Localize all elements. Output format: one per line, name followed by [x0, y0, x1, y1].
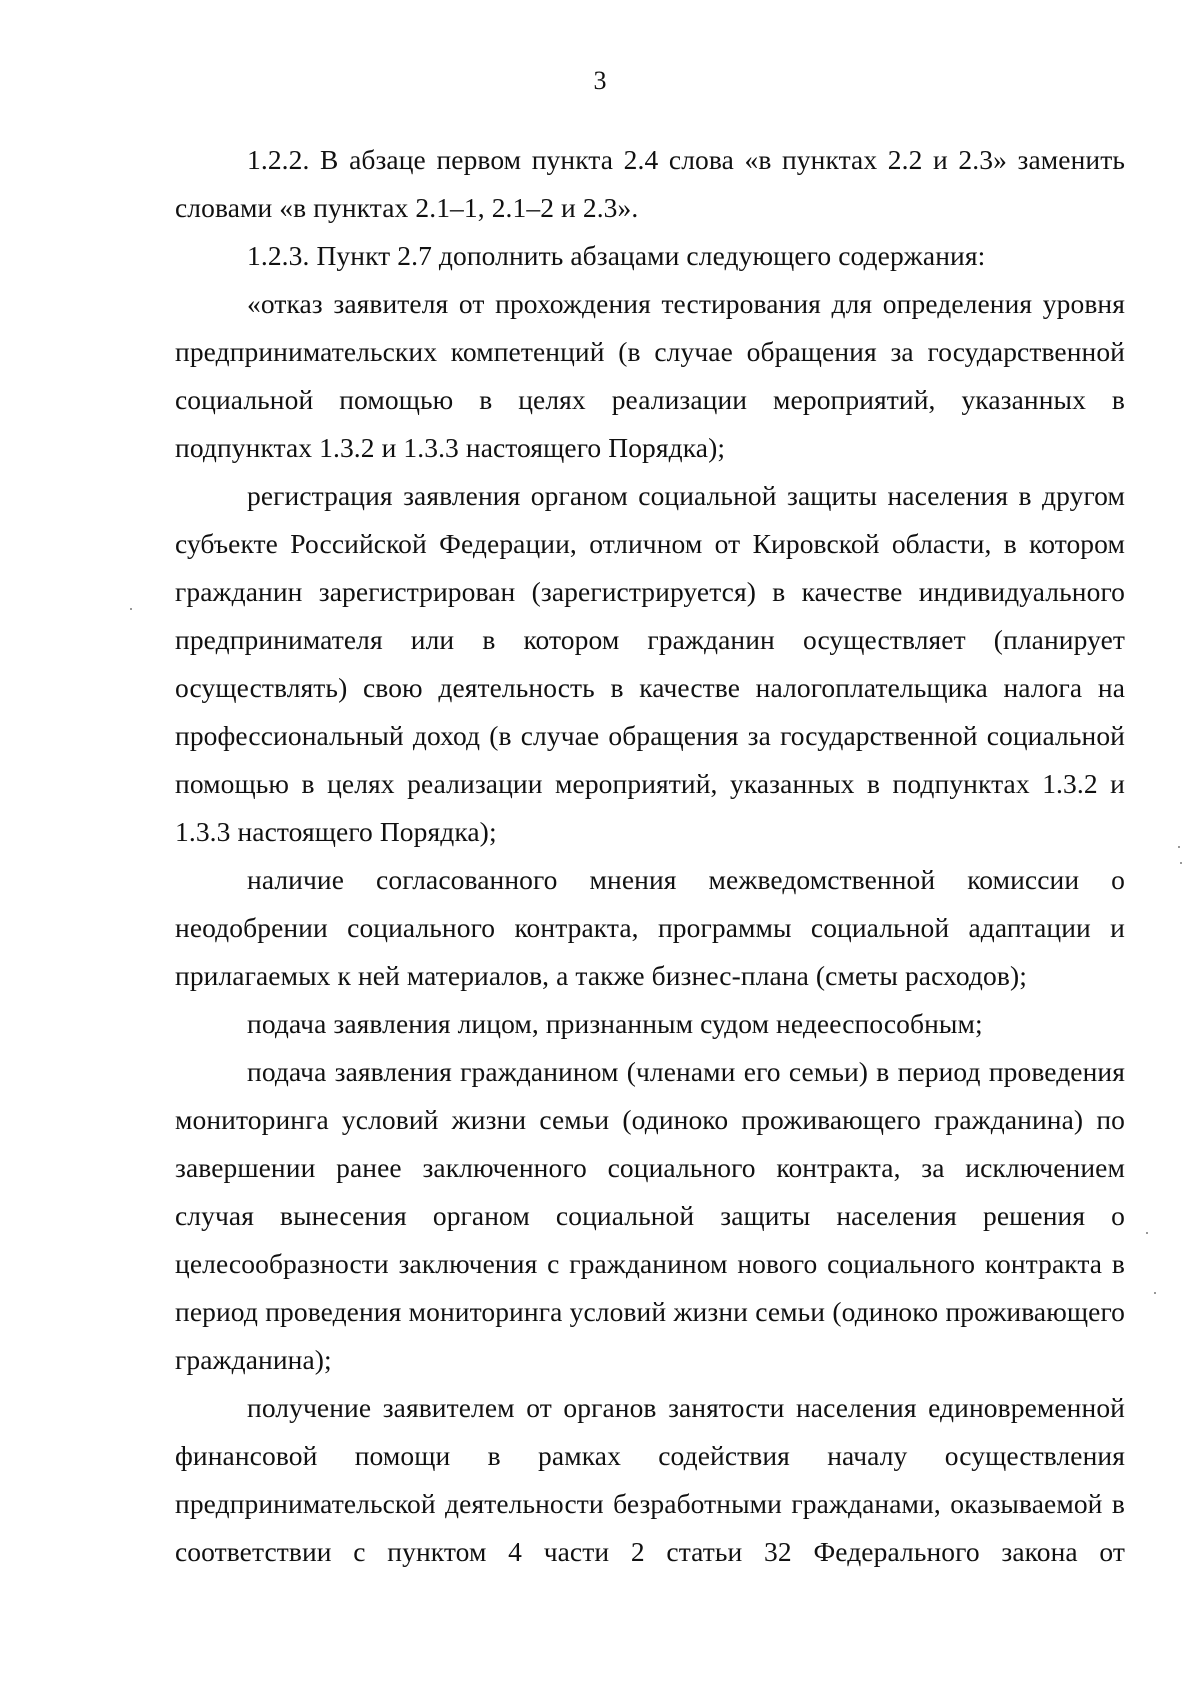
- document-body: [175, 136, 1125, 1576]
- scan-speck: [1154, 1292, 1156, 1294]
- scan-speck: [1178, 846, 1180, 848]
- paragraph-commission-opinion: наличие согласованного мнения межведомственной комиссии о неодобрении социального контракта, программы социальной адаптации и прилагаемых к ней материалов, а также бизнес-плана (сметы расходов);: [175, 864, 1125, 991]
- paragraph-1-2-2: 1.2.2. В абзаце первом пункта 2.4 слова «в пунктах 2.2 и 2.3» заменить словами «в пунктах 2.1–1, 2.1–2 и 2.3».: [175, 144, 1125, 223]
- paragraph-monitoring-period: подача заявления гражданином (членами его семьи) в период проведения мониторинга условий жизни семьи (одиноко проживающего гражданина) по завершении ранее заключенного социального контракта, за исключением случая вынесения органом социальной защиты населения решения о целесообразности заключения с гражданином нового социального контракта в период проведения мониторинга условий жизни семьи (одиноко проживающего гражданина);: [175, 1056, 1125, 1375]
- paragraph-incapacitated-applicant: подача заявления лицом, признанным судом недееспособным;: [247, 1008, 983, 1039]
- paragraph-employment-assistance: получение заявителем от органов занятости населения единовременной финансовой помощи в рамках содействия началу осуществления предпринимательской деятельности безработными гражданами, оказываемой в соответствии с пунктом 4 части 2 статьи 32 Федерального закона от: [175, 1392, 1125, 1567]
- scan-speck: [130, 608, 132, 610]
- paragraph-1-2-3: 1.2.3. Пункт 2.7 дополнить абзацами следующего содержания:: [247, 240, 986, 271]
- scan-speck: [1146, 1232, 1148, 1234]
- scan-speck: [1180, 862, 1182, 864]
- paragraph-refusal-testing: «отказ заявителя от прохождения тестирования для определения уровня предпринимательских компетенций (в случае обращения за государственной социальной помощью в целях реализации мероприятий, указанных в подпунктах 1.3.2 и 1.3.3 настоящего Порядка);: [175, 288, 1125, 463]
- page-number: 3: [593, 66, 607, 95]
- paragraph-registration-other-region: регистрация заявления органом социальной защиты населения в другом субъекте Российской Федерации, отличном от Кировской области, в котором гражданин зарегистрирован (зарегистрируется) в качестве индивидуального предпринимателя или в котором гражданин осуществляет (планирует осуществлять) свою деятельность в качестве налогоплательщика налога на профессиональный доход (в случае обращения за государственной социальной помощью в целях реализации мероприятий, указанных в подпунктах 1.3.2 и 1.3.3 настоящего Порядка);: [175, 480, 1125, 847]
